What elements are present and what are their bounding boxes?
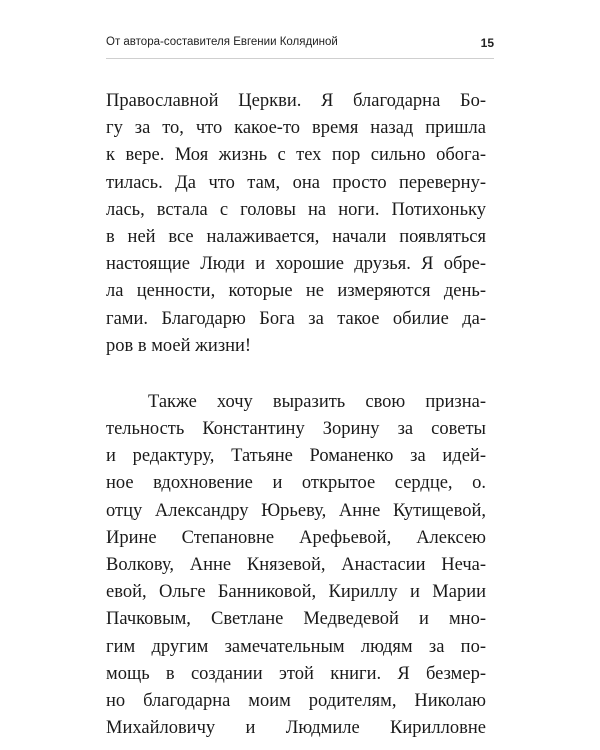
text-line: Православной Церкви. Я благодарна Бо-: [106, 91, 486, 111]
text-line: в ней все налаживается, начали появляться: [106, 226, 486, 247]
paragraph-1: [106, 88, 486, 360]
page-number: 15: [480, 36, 494, 50]
body-text: [106, 88, 486, 742]
text-line: гу за то, что какое-то время назад пришла: [106, 118, 486, 139]
paragraph-gap: [106, 360, 486, 389]
text-line: тилась. Да что там, она просто переверну-: [106, 172, 486, 193]
header-rule: [106, 58, 494, 59]
text-line: тельность Константину Зорину за советы: [106, 419, 486, 440]
text-line: Пачковым, Светлане Медведевой и мно-: [106, 609, 486, 630]
text-line: Также хочу выразить свою призна-: [148, 391, 486, 412]
text-line: но благодарна моим родителям, Николаю: [106, 690, 486, 711]
text-line: Михайловичу и Людмиле Кирилловне: [106, 718, 486, 739]
text-line: Ирине Степановне Арефьевой, Алексею: [106, 527, 486, 548]
text-line: гим другим замечательным людям за по-: [106, 636, 486, 657]
running-header-title: От автора-составителя Евгении Колядиной: [106, 36, 338, 48]
text-line: к вере. Моя жизнь с тех пор сильно обога-: [106, 145, 486, 166]
text-line: настоящие Люди и хорошие друзья. Я обре-: [106, 254, 486, 275]
text-line: ла ценности, которые не измеряются день-: [106, 281, 486, 302]
text-line: Волкову, Анне Князевой, Анастасии Неча-: [106, 555, 486, 575]
text-line: отцу Александру Юрьеву, Анне Кутищевой,: [106, 500, 486, 521]
text-line: ров в моей жизни!: [106, 335, 252, 356]
text-line: евой, Ольге Банниковой, Кириллу и Марии: [106, 582, 486, 603]
running-header: [106, 36, 494, 52]
text-line: и редактуру, Татьяне Романенко за идей-: [106, 446, 486, 467]
text-line: ное вдохновение и открытое сердце, о.: [106, 473, 486, 494]
paragraph-2: [106, 389, 486, 742]
text-line: мощь в создании этой книги. Я безмер-: [106, 663, 486, 684]
text-line: лась, встала с головы на ноги. Потихоньку: [106, 199, 486, 220]
text-line: гами. Благодарю Бога за такое обилие да-: [106, 308, 486, 329]
